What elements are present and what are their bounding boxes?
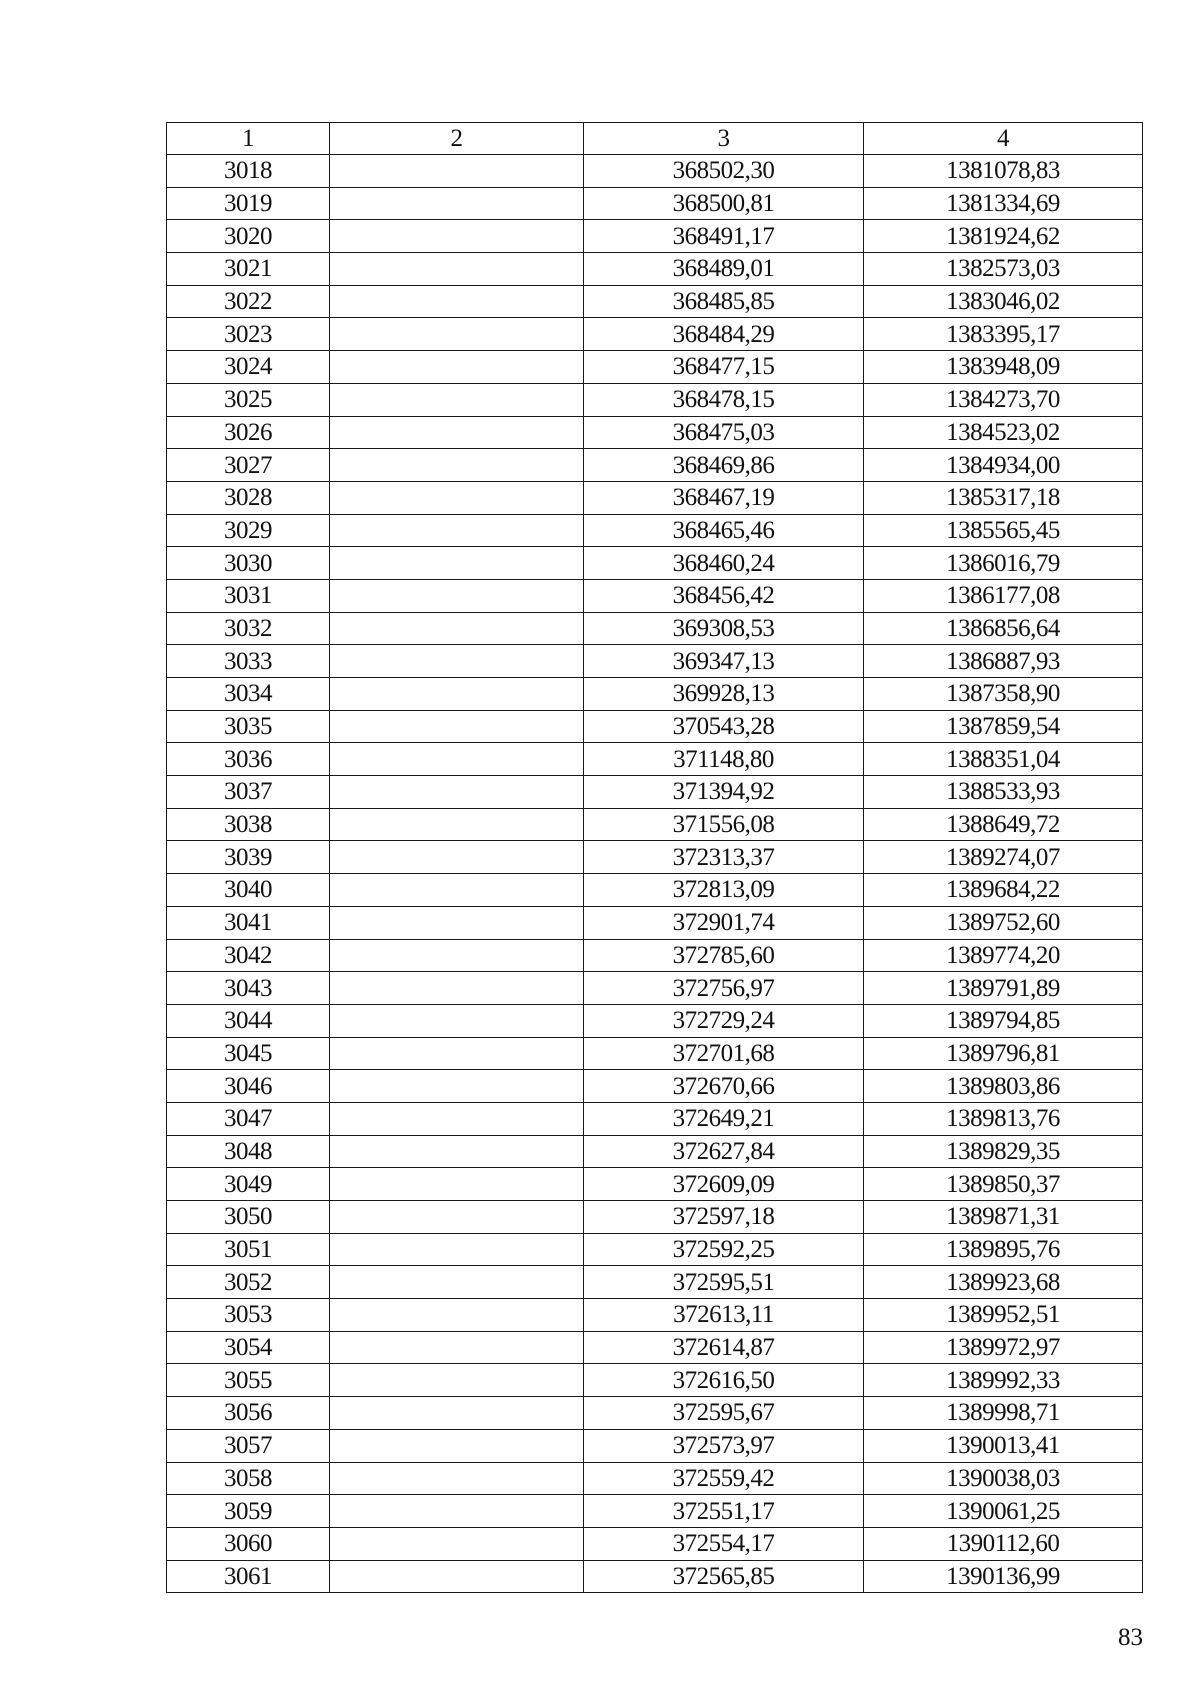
point-number-cell: 3032	[167, 612, 330, 645]
point-number-cell: 3036	[167, 743, 330, 776]
header-row	[167, 123, 1143, 155]
y-coordinate-cell: 1389895,76	[864, 1233, 1143, 1266]
table-row	[167, 743, 1143, 776]
col-2-cell	[330, 383, 584, 416]
y-coordinate-cell: 1390112,60	[864, 1527, 1143, 1560]
col-2-cell	[330, 1462, 584, 1495]
y-coordinate-cell: 1390013,41	[864, 1429, 1143, 1462]
point-number-cell: 3033	[167, 645, 330, 678]
table-row	[167, 939, 1143, 972]
point-number-cell: 3050	[167, 1201, 330, 1234]
table-row	[167, 351, 1143, 384]
table-row	[167, 220, 1143, 253]
col-2-cell	[330, 808, 584, 841]
point-number-cell: 3030	[167, 547, 330, 580]
col-2-cell	[330, 579, 584, 612]
col-2-cell	[330, 514, 584, 547]
table-row	[167, 1495, 1143, 1528]
table-row	[167, 645, 1143, 678]
y-coordinate-cell: 1384934,00	[864, 449, 1143, 482]
y-coordinate-cell: 1388649,72	[864, 808, 1143, 841]
point-number-cell: 3058	[167, 1462, 330, 1495]
x-coordinate-cell: 368467,19	[584, 481, 864, 514]
x-coordinate-cell: 372614,87	[584, 1331, 864, 1364]
y-coordinate-cell: 1383395,17	[864, 318, 1143, 351]
y-coordinate-cell: 1383046,02	[864, 285, 1143, 318]
y-coordinate-cell: 1386887,93	[864, 645, 1143, 678]
table-row	[167, 874, 1143, 907]
col-2-cell	[330, 1201, 584, 1234]
x-coordinate-cell: 372554,17	[584, 1527, 864, 1560]
x-coordinate-cell: 372565,85	[584, 1560, 864, 1593]
col-2-cell	[330, 449, 584, 482]
x-coordinate-cell: 372649,21	[584, 1102, 864, 1135]
x-coordinate-cell: 368491,17	[584, 220, 864, 253]
table-row	[167, 612, 1143, 645]
y-coordinate-cell: 1389774,20	[864, 939, 1143, 972]
point-number-cell: 3018	[167, 155, 330, 188]
point-number-cell: 3046	[167, 1070, 330, 1103]
x-coordinate-cell: 372729,24	[584, 1004, 864, 1037]
table-row	[167, 1070, 1143, 1103]
y-coordinate-cell: 1389850,37	[864, 1168, 1143, 1201]
col-2-cell	[330, 1233, 584, 1266]
table-row	[167, 1462, 1143, 1495]
col-2-cell	[330, 351, 584, 384]
table-row	[167, 1299, 1143, 1332]
x-coordinate-cell: 368485,85	[584, 285, 864, 318]
x-coordinate-cell: 372813,09	[584, 874, 864, 907]
x-coordinate-cell: 372597,18	[584, 1201, 864, 1234]
y-coordinate-cell: 1381924,62	[864, 220, 1143, 253]
x-coordinate-cell: 371148,80	[584, 743, 864, 776]
point-number-cell: 3038	[167, 808, 330, 841]
x-coordinate-cell: 368477,15	[584, 351, 864, 384]
table-row	[167, 253, 1143, 286]
col-2-cell	[330, 1527, 584, 1560]
x-coordinate-cell: 372595,67	[584, 1397, 864, 1430]
header-col-2: 2	[330, 123, 584, 155]
col-2-cell	[330, 743, 584, 776]
x-coordinate-cell: 368489,01	[584, 253, 864, 286]
x-coordinate-cell: 372609,09	[584, 1168, 864, 1201]
y-coordinate-cell: 1389791,89	[864, 972, 1143, 1005]
table-row	[167, 318, 1143, 351]
y-coordinate-cell: 1389952,51	[864, 1299, 1143, 1332]
x-coordinate-cell: 368484,29	[584, 318, 864, 351]
point-number-cell: 3060	[167, 1527, 330, 1560]
y-coordinate-cell: 1389923,68	[864, 1266, 1143, 1299]
x-coordinate-cell: 368469,86	[584, 449, 864, 482]
col-2-cell	[330, 220, 584, 253]
table-row	[167, 1004, 1143, 1037]
point-number-cell: 3048	[167, 1135, 330, 1168]
y-coordinate-cell: 1386856,64	[864, 612, 1143, 645]
table-row	[167, 1429, 1143, 1462]
point-number-cell: 3055	[167, 1364, 330, 1397]
point-number-cell: 3052	[167, 1266, 330, 1299]
y-coordinate-cell: 1389796,81	[864, 1037, 1143, 1070]
y-coordinate-cell: 1389992,33	[864, 1364, 1143, 1397]
y-coordinate-cell: 1389829,35	[864, 1135, 1143, 1168]
col-2-cell	[330, 1331, 584, 1364]
point-number-cell: 3035	[167, 710, 330, 743]
x-coordinate-cell: 372551,17	[584, 1495, 864, 1528]
table-row	[167, 776, 1143, 809]
point-number-cell: 3021	[167, 253, 330, 286]
col-2-cell	[330, 1560, 584, 1593]
table-row	[167, 678, 1143, 711]
col-2-cell	[330, 547, 584, 580]
x-coordinate-cell: 372573,97	[584, 1429, 864, 1462]
point-number-cell: 3059	[167, 1495, 330, 1528]
coordinates-table	[166, 122, 1143, 1593]
table-row	[167, 1233, 1143, 1266]
x-coordinate-cell: 372785,60	[584, 939, 864, 972]
table-row	[167, 514, 1143, 547]
col-2-cell	[330, 874, 584, 907]
x-coordinate-cell: 372616,50	[584, 1364, 864, 1397]
y-coordinate-cell: 1385565,45	[864, 514, 1143, 547]
y-coordinate-cell: 1389274,07	[864, 841, 1143, 874]
header-col-4: 4	[864, 123, 1143, 155]
table-row	[167, 808, 1143, 841]
point-number-cell: 3057	[167, 1429, 330, 1462]
table-row	[167, 187, 1143, 220]
y-coordinate-cell: 1390061,25	[864, 1495, 1143, 1528]
x-coordinate-cell: 368465,46	[584, 514, 864, 547]
point-number-cell: 3044	[167, 1004, 330, 1037]
table-row	[167, 972, 1143, 1005]
y-coordinate-cell: 1386177,08	[864, 579, 1143, 612]
y-coordinate-cell: 1389998,71	[864, 1397, 1143, 1430]
col-2-cell	[330, 939, 584, 972]
col-2-cell	[330, 678, 584, 711]
y-coordinate-cell: 1389684,22	[864, 874, 1143, 907]
point-number-cell: 3026	[167, 416, 330, 449]
y-coordinate-cell: 1386016,79	[864, 547, 1143, 580]
col-2-cell	[330, 1266, 584, 1299]
table-row	[167, 1266, 1143, 1299]
y-coordinate-cell: 1390038,03	[864, 1462, 1143, 1495]
y-coordinate-cell: 1385317,18	[864, 481, 1143, 514]
table-row	[167, 481, 1143, 514]
x-coordinate-cell: 372559,42	[584, 1462, 864, 1495]
x-coordinate-cell: 372313,37	[584, 841, 864, 874]
x-coordinate-cell: 368475,03	[584, 416, 864, 449]
table-row	[167, 1135, 1143, 1168]
x-coordinate-cell: 369347,13	[584, 645, 864, 678]
table-body	[167, 155, 1143, 1593]
col-2-cell	[330, 416, 584, 449]
point-number-cell: 3043	[167, 972, 330, 1005]
y-coordinate-cell: 1389794,85	[864, 1004, 1143, 1037]
x-coordinate-cell: 368456,42	[584, 579, 864, 612]
table-header	[167, 123, 1143, 155]
y-coordinate-cell: 1382573,03	[864, 253, 1143, 286]
table-row	[167, 1527, 1143, 1560]
col-2-cell	[330, 1397, 584, 1430]
col-2-cell	[330, 318, 584, 351]
x-coordinate-cell: 372670,66	[584, 1070, 864, 1103]
col-2-cell	[330, 1070, 584, 1103]
y-coordinate-cell: 1381334,69	[864, 187, 1143, 220]
table-row	[167, 1102, 1143, 1135]
y-coordinate-cell: 1389803,86	[864, 1070, 1143, 1103]
x-coordinate-cell: 370543,28	[584, 710, 864, 743]
point-number-cell: 3047	[167, 1102, 330, 1135]
point-number-cell: 3051	[167, 1233, 330, 1266]
x-coordinate-cell: 368502,30	[584, 155, 864, 188]
x-coordinate-cell: 372627,84	[584, 1135, 864, 1168]
x-coordinate-cell: 369308,53	[584, 612, 864, 645]
point-number-cell: 3049	[167, 1168, 330, 1201]
col-2-cell	[330, 1102, 584, 1135]
col-2-cell	[330, 1364, 584, 1397]
point-number-cell: 3025	[167, 383, 330, 416]
point-number-cell: 3054	[167, 1331, 330, 1364]
x-coordinate-cell: 372613,11	[584, 1299, 864, 1332]
point-number-cell: 3019	[167, 187, 330, 220]
col-2-cell	[330, 972, 584, 1005]
col-2-cell	[330, 1004, 584, 1037]
y-coordinate-cell: 1388351,04	[864, 743, 1143, 776]
y-coordinate-cell: 1389871,31	[864, 1201, 1143, 1234]
point-number-cell: 3037	[167, 776, 330, 809]
y-coordinate-cell: 1389752,60	[864, 906, 1143, 939]
col-2-cell	[330, 1037, 584, 1070]
point-number-cell: 3024	[167, 351, 330, 384]
x-coordinate-cell: 371556,08	[584, 808, 864, 841]
point-number-cell: 3042	[167, 939, 330, 972]
col-2-cell	[330, 612, 584, 645]
x-coordinate-cell: 368478,15	[584, 383, 864, 416]
header-col-3: 3	[584, 123, 864, 155]
col-2-cell	[330, 187, 584, 220]
table-row	[167, 1397, 1143, 1430]
col-2-cell	[330, 841, 584, 874]
point-number-cell: 3045	[167, 1037, 330, 1070]
table-row	[167, 841, 1143, 874]
col-2-cell	[330, 1429, 584, 1462]
x-coordinate-cell: 369928,13	[584, 678, 864, 711]
table-row	[167, 1168, 1143, 1201]
point-number-cell: 3028	[167, 481, 330, 514]
col-2-cell	[330, 1168, 584, 1201]
col-2-cell	[330, 155, 584, 188]
point-number-cell: 3034	[167, 678, 330, 711]
table-row	[167, 1037, 1143, 1070]
y-coordinate-cell: 1383948,09	[864, 351, 1143, 384]
table-row	[167, 1560, 1143, 1593]
y-coordinate-cell: 1384273,70	[864, 383, 1143, 416]
table-row	[167, 416, 1143, 449]
y-coordinate-cell: 1387859,54	[864, 710, 1143, 743]
page-number: 83	[1118, 1624, 1143, 1651]
header-col-1: 1	[167, 123, 330, 155]
x-coordinate-cell: 372595,51	[584, 1266, 864, 1299]
x-coordinate-cell: 372756,97	[584, 972, 864, 1005]
col-2-cell	[330, 285, 584, 318]
y-coordinate-cell: 1384523,02	[864, 416, 1143, 449]
x-coordinate-cell: 372901,74	[584, 906, 864, 939]
col-2-cell	[330, 1495, 584, 1528]
y-coordinate-cell: 1389972,97	[864, 1331, 1143, 1364]
point-number-cell: 3056	[167, 1397, 330, 1430]
point-number-cell: 3040	[167, 874, 330, 907]
point-number-cell: 3041	[167, 906, 330, 939]
y-coordinate-cell: 1390136,99	[864, 1560, 1143, 1593]
table-row	[167, 579, 1143, 612]
x-coordinate-cell: 368460,24	[584, 547, 864, 580]
col-2-cell	[330, 710, 584, 743]
table-row	[167, 1364, 1143, 1397]
col-2-cell	[330, 253, 584, 286]
table-row	[167, 710, 1143, 743]
point-number-cell: 3022	[167, 285, 330, 318]
table-row	[167, 285, 1143, 318]
table-row	[167, 449, 1143, 482]
x-coordinate-cell: 371394,92	[584, 776, 864, 809]
y-coordinate-cell: 1389813,76	[864, 1102, 1143, 1135]
table-row	[167, 383, 1143, 416]
col-2-cell	[330, 1135, 584, 1168]
point-number-cell: 3053	[167, 1299, 330, 1332]
table-row	[167, 155, 1143, 188]
y-coordinate-cell: 1381078,83	[864, 155, 1143, 188]
x-coordinate-cell: 372592,25	[584, 1233, 864, 1266]
point-number-cell: 3027	[167, 449, 330, 482]
point-number-cell: 3023	[167, 318, 330, 351]
y-coordinate-cell: 1387358,90	[864, 678, 1143, 711]
table-row	[167, 1331, 1143, 1364]
point-number-cell: 3020	[167, 220, 330, 253]
col-2-cell	[330, 776, 584, 809]
table-row	[167, 547, 1143, 580]
table-row	[167, 906, 1143, 939]
point-number-cell: 3029	[167, 514, 330, 547]
table-row	[167, 1201, 1143, 1234]
col-2-cell	[330, 645, 584, 678]
point-number-cell: 3031	[167, 579, 330, 612]
point-number-cell: 3061	[167, 1560, 330, 1593]
col-2-cell	[330, 481, 584, 514]
x-coordinate-cell: 372701,68	[584, 1037, 864, 1070]
col-2-cell	[330, 906, 584, 939]
y-coordinate-cell: 1388533,93	[864, 776, 1143, 809]
col-2-cell	[330, 1299, 584, 1332]
x-coordinate-cell: 368500,81	[584, 187, 864, 220]
point-number-cell: 3039	[167, 841, 330, 874]
